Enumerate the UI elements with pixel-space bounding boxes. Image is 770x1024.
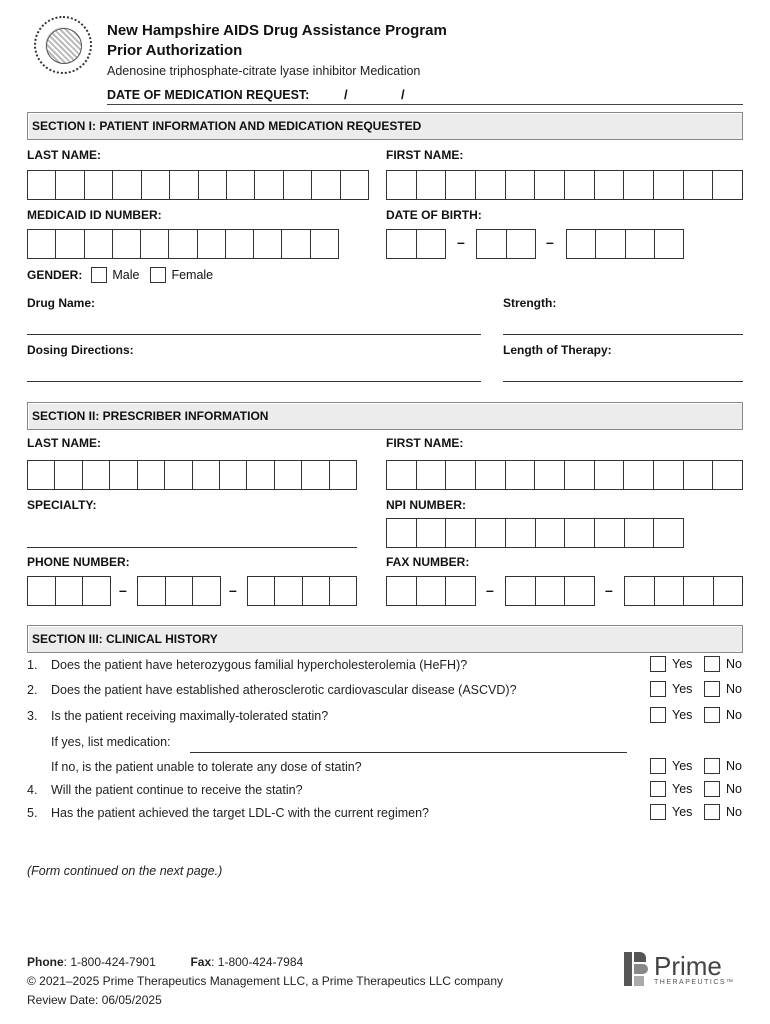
phone-area-code-field[interactable] [27, 576, 111, 606]
state-seal-logo [34, 16, 92, 74]
female-checkbox[interactable] [150, 267, 166, 283]
yes-label: Yes [672, 805, 693, 819]
prescriber-first-name-label: FIRST NAME: [386, 436, 464, 450]
phone-separator: – [119, 582, 127, 598]
copyright: © 2021–2025 Prime Therapeutics Management LLC, a Prime Therapeutics LLC company [27, 974, 503, 988]
yes-checkbox[interactable] [650, 804, 666, 820]
patient-first-name-field[interactable] [386, 170, 743, 200]
question-5 [27, 806, 429, 820]
question-number: 1. [27, 658, 38, 672]
logo-name: Prime [654, 950, 722, 981]
dosing-directions-field[interactable] [27, 381, 481, 382]
yes-checkbox[interactable] [650, 656, 666, 672]
dob-day-field[interactable] [476, 229, 536, 259]
drug-name-label: Drug Name: [27, 296, 96, 310]
date-separator: / [401, 87, 405, 102]
question-3-answers [650, 707, 742, 723]
question-text: Has the patient achieved the target LDL-C with the current regimen? [51, 806, 429, 820]
dob-separator: – [457, 234, 465, 250]
yes-label: Yes [672, 682, 693, 696]
phone-prefix-field[interactable] [137, 576, 221, 606]
prescriber-last-name-label: LAST NAME: [27, 436, 101, 450]
question-number: 5. [27, 806, 38, 820]
yes-label: Yes [672, 657, 693, 671]
question-2-answers [650, 681, 742, 697]
question-3b-answers [650, 758, 742, 774]
phone-separator: – [229, 582, 237, 598]
female-label: Female [171, 268, 214, 282]
male-label: Male [112, 268, 140, 282]
no-label: No [726, 805, 742, 819]
length-of-therapy-label: Length of Therapy: [503, 343, 612, 357]
fax-prefix-field[interactable] [505, 576, 595, 606]
yes-checkbox[interactable] [650, 758, 666, 774]
no-checkbox[interactable] [704, 707, 720, 723]
dob-label: DATE OF BIRTH: [386, 208, 482, 222]
medication-class: Adenosine triphosphate-citrate lyase inhibitor Medication [107, 64, 421, 78]
specialty-label: SPECIALTY: [27, 498, 97, 512]
specialty-field[interactable] [27, 547, 357, 548]
no-label: No [726, 708, 742, 722]
drug-name-field[interactable] [27, 334, 481, 335]
phone-footer-label: Phone [27, 955, 64, 969]
question-1 [27, 658, 467, 672]
phone-footer-value: : 1-800-424-7901 [63, 955, 156, 969]
yes-checkbox[interactable] [650, 681, 666, 697]
fax-label: FAX NUMBER: [386, 555, 470, 569]
phone-label: PHONE NUMBER: [27, 555, 130, 569]
no-checkbox[interactable] [704, 804, 720, 820]
no-checkbox[interactable] [704, 781, 720, 797]
prescriber-last-name-field[interactable] [27, 460, 357, 490]
fax-separator: – [486, 582, 494, 598]
gender-label: GENDER: [27, 268, 83, 282]
yes-checkbox[interactable] [650, 707, 666, 723]
question-4 [27, 783, 303, 797]
question-text: Does the patient have heterozygous familial hypercholesterolemia (HeFH)? [51, 658, 468, 672]
question-3b: If no, is the patient unable to tolerate any dose of statin? [51, 760, 362, 774]
date-separator: / [344, 87, 348, 102]
no-checkbox[interactable] [704, 656, 720, 672]
fax-footer-value: : 1-800-424-7984 [211, 955, 304, 969]
prescriber-first-name-field[interactable] [386, 460, 743, 490]
yes-label: Yes [672, 782, 693, 796]
section-3-header: SECTION III: CLINICAL HISTORY [27, 625, 743, 653]
male-checkbox[interactable] [91, 267, 107, 283]
question-4-answers [650, 781, 742, 797]
patient-last-name-field[interactable] [27, 170, 369, 200]
no-checkbox[interactable] [704, 681, 720, 697]
continued-note: (Form continued on the next page.) [27, 864, 223, 878]
strength-label: Strength: [503, 296, 557, 310]
no-label: No [726, 759, 742, 773]
dob-separator: – [546, 234, 554, 250]
question-3 [27, 709, 328, 723]
prime-logo-icon [624, 952, 648, 986]
footer-contact [27, 955, 303, 969]
yes-label: Yes [672, 759, 693, 773]
question-number: 2. [27, 683, 38, 697]
dob-year-field[interactable] [566, 229, 684, 259]
question-text: Does the patient have established atherosclerotic cardiovascular disease (ASCVD)? [51, 683, 517, 697]
review-date: Review Date: 06/05/2025 [27, 993, 162, 1007]
dosing-directions-label: Dosing Directions: [27, 343, 134, 357]
question-1-answers [650, 656, 742, 672]
question-number: 3. [27, 709, 38, 723]
no-checkbox[interactable] [704, 758, 720, 774]
prime-therapeutics-logo [624, 952, 735, 986]
header-divider [107, 104, 743, 105]
length-of-therapy-field[interactable] [503, 381, 743, 382]
question-2 [27, 683, 517, 697]
section-1-header: SECTION I: PATIENT INFORMATION AND MEDICATION REQUESTED [27, 112, 743, 140]
medicaid-id-label: MEDICAID ID NUMBER: [27, 208, 162, 222]
no-label: No [726, 682, 742, 696]
section-2-header: SECTION II: PRESCRIBER INFORMATION [27, 402, 743, 430]
question-5-answers [650, 804, 742, 820]
npi-label: NPI NUMBER: [386, 498, 466, 512]
fax-separator: – [605, 582, 613, 598]
yes-label: Yes [672, 708, 693, 722]
question-3a: If yes, list medication: [51, 735, 171, 749]
statin-medication-field[interactable] [190, 752, 627, 753]
question-number: 4. [27, 783, 38, 797]
npi-field[interactable] [386, 518, 684, 548]
fax-line-field[interactable] [624, 576, 743, 606]
fax-area-code-field[interactable] [386, 576, 476, 606]
yes-checkbox[interactable] [650, 781, 666, 797]
strength-field[interactable] [503, 334, 743, 335]
date-request-label: DATE OF MEDICATION REQUEST: [107, 88, 310, 102]
dob-month-field[interactable] [386, 229, 446, 259]
logo-tagline: THERAPEUTICS™ [654, 978, 735, 986]
patient-first-name-label: FIRST NAME: [386, 148, 464, 162]
no-label: No [726, 657, 742, 671]
gender-row [27, 267, 213, 283]
question-text: Will the patient continue to receive the statin? [51, 783, 303, 797]
phone-line-field[interactable] [247, 576, 357, 606]
no-label: No [726, 782, 742, 796]
form-title: New Hampshire AIDS Drug Assistance Program [107, 22, 447, 39]
question-text: Is the patient receiving maximally-tolerated statin? [51, 709, 329, 723]
patient-last-name-label: LAST NAME: [27, 148, 101, 162]
form-subtitle: Prior Authorization [107, 42, 243, 59]
medicaid-id-field[interactable] [27, 229, 339, 259]
fax-footer-label: Fax [190, 955, 212, 969]
